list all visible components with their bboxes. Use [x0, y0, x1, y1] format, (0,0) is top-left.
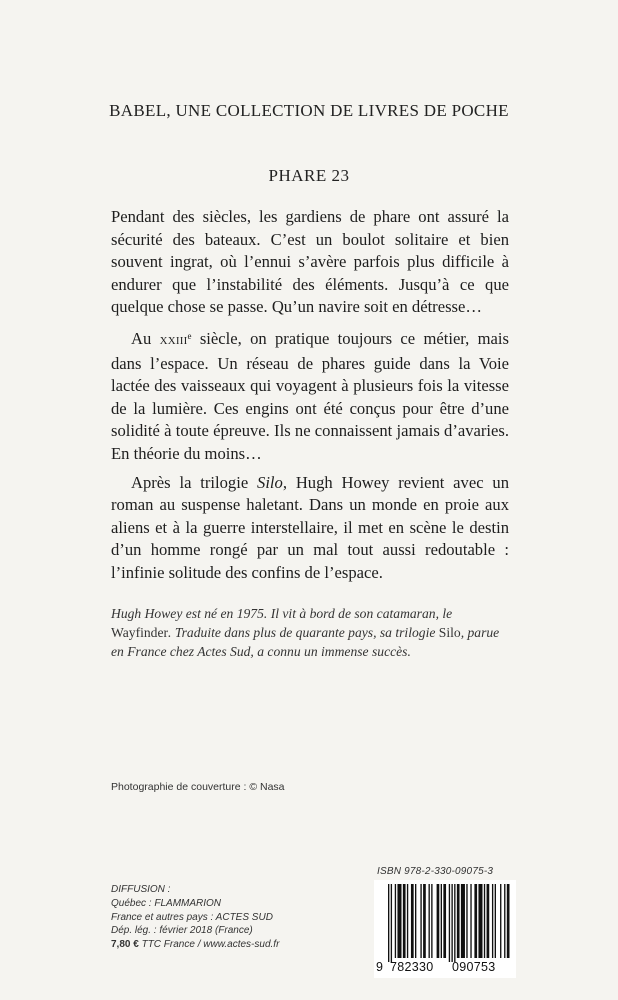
- distribution-info: [111, 883, 279, 952]
- price: 7,80 €: [111, 939, 139, 951]
- distribution-heading: DIFFUSION :: [111, 884, 171, 895]
- barcode-digits-left: 782330: [390, 960, 434, 974]
- distribution-france: France et autres pays : ACTES SUD: [111, 911, 273, 923]
- barcode-bar: [403, 884, 406, 958]
- barcode-bar: [420, 884, 421, 958]
- bio-part-3: , parue en France chez Actes Sud, a connu un immense succès.: [111, 624, 500, 659]
- barcode-bar: [470, 884, 471, 958]
- barcode-digit-first: 9: [376, 960, 384, 974]
- cover-photo-credit: Photographie de couverture : © Nasa: [111, 781, 285, 793]
- legal-deposit: Dép. lég. : février 2018 (France): [111, 925, 253, 937]
- barcode-bar: [411, 884, 414, 958]
- barcode-bar: [431, 884, 432, 958]
- barcode-bar: [415, 884, 416, 958]
- barcode-bars: [374, 880, 516, 962]
- barcode: [374, 880, 516, 978]
- barcode-bar: [449, 884, 450, 962]
- century-numeral: XXIII: [159, 334, 188, 347]
- wayfinder-name: Wayfinder: [111, 624, 169, 640]
- silo-name: Silo: [438, 624, 461, 640]
- barcode-digits-right: 090753: [452, 960, 496, 974]
- bio-part-2: . Traduite dans plus de quarante pays, sa trilogie: [168, 624, 439, 640]
- blurb-paragraph-1: Pendant des siècles, les gardiens de phare ont assuré la sécurité des bateaux. C’est un boulot solitaire et bien souvent ingrat, où l’ennui s’avère parfois plus difficile à endurer que l’instabilité des éléments. Jusqu’à ce que quelque chose se passe. Qu’un navire soit en détresse…: [111, 207, 509, 317]
- blurb-p3-rest: , Hugh Howey revient avec un roman au suspense haletant. Dans un monde en proie aux aliens et à la guerre interstellaire, il met en scène le destin d’un homme rongé par un mal tout aussi redoutable : l’infinie solitude des confins de l’espace.: [111, 472, 509, 582]
- barcode-bar: [457, 884, 460, 958]
- barcode-bar: [395, 884, 396, 958]
- blurb-p2-rest: siècle, on pratique toujours ce métier, mais dans l’espace. Un réseau de phares guide dans la Voie lactée des vaisseaux qui voyagent à plusieurs fois la vitesse de la lumière. Ces engins ont été conçus pour être d’une solidité à toute épreuve. Ils ne connaissent jamais d’avaries. En théorie du moins…: [111, 328, 509, 463]
- barcode-bar: [492, 884, 493, 958]
- barcode-bar: [443, 884, 446, 958]
- barcode-bar: [397, 884, 401, 958]
- barcode-bar: [441, 884, 442, 958]
- barcode-bar: [487, 884, 490, 958]
- barcode-bar: [466, 884, 467, 958]
- barcode-bar: [429, 884, 430, 958]
- barcode-bar: [484, 884, 485, 958]
- barcode-bar: [507, 884, 510, 958]
- series-name: BABEL, UNE COLLECTION DE LIVRES DE POCHE: [109, 101, 509, 120]
- barcode-bar: [474, 884, 477, 958]
- book-title: PHARE 23: [268, 166, 350, 185]
- blurb: [111, 206, 509, 591]
- barcode-bar: [504, 884, 505, 958]
- silo-title: Silo: [257, 472, 283, 492]
- barcode-bar: [423, 884, 426, 958]
- author-bio: [111, 605, 509, 661]
- bio-part-1: Hugh Howey est né en 1975. Il vit à bord de son catamaran, le: [111, 606, 453, 621]
- blurb-p3-prefix: Après la trilogie: [131, 472, 258, 492]
- barcode-bar: [454, 884, 455, 962]
- blurb-p2-prefix: Au: [131, 328, 152, 348]
- barcode-digits: [374, 960, 516, 978]
- distribution-quebec: Québec : FLAMMARION: [111, 897, 222, 909]
- blurb-paragraph-2: [111, 325, 509, 466]
- barcode-bar: [500, 884, 501, 958]
- barcode-bar: [391, 884, 392, 962]
- barcode-bar: [407, 884, 408, 958]
- price-line: [111, 938, 279, 952]
- barcode-bar: [478, 884, 482, 958]
- barcode-bar: [461, 884, 465, 958]
- century-superscript: e: [187, 330, 192, 341]
- barcode-bar: [388, 884, 389, 962]
- isbn-label: ISBN 978-2-330-09075-3: [377, 866, 494, 877]
- blurb-paragraph-3: [111, 472, 509, 585]
- barcode-bar: [437, 884, 440, 958]
- barcode-bar: [495, 884, 496, 958]
- price-details: TTC France / www.actes-sud.fr: [138, 939, 280, 951]
- barcode-bar: [451, 884, 452, 962]
